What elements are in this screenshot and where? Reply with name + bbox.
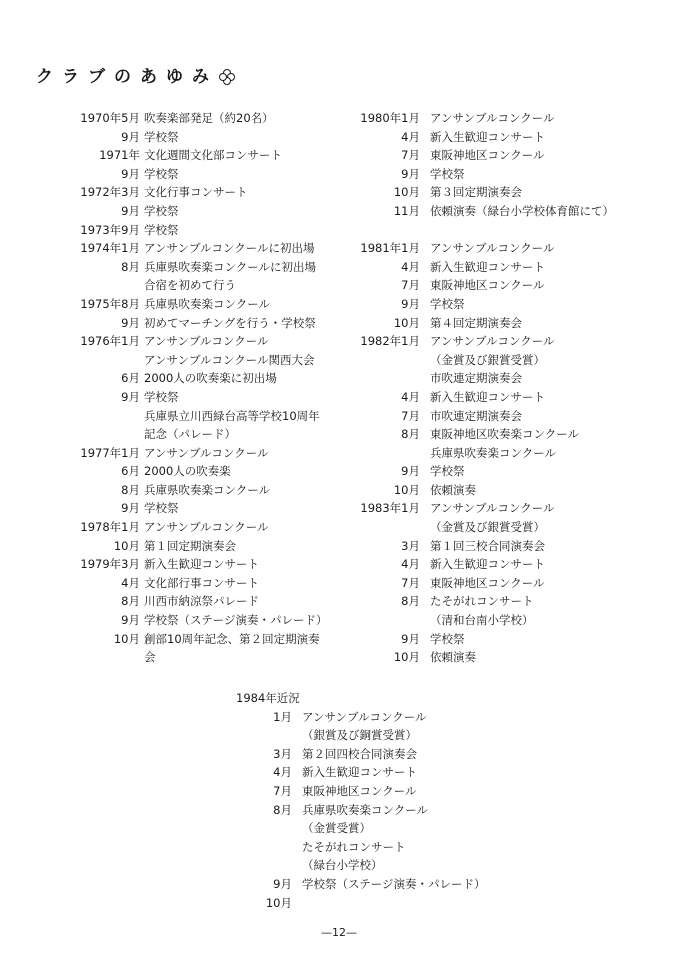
timeline-row — [64, 239, 354, 258]
timeline-date: 8月 — [401, 594, 420, 609]
timeline-date: 1981年1月 — [360, 241, 420, 256]
timeline-row — [354, 462, 654, 481]
timeline-event: 学校祭 — [430, 464, 465, 479]
timeline-date: 8月 — [401, 427, 420, 442]
timeline-event: 学校祭 — [430, 296, 465, 311]
timeline-row — [354, 221, 654, 240]
timeline-row — [354, 555, 654, 574]
timeline-row — [354, 481, 654, 500]
timeline-event: 依頼演奏 — [430, 482, 476, 497]
timeline-row — [354, 592, 654, 611]
timeline-date: 9月 — [121, 166, 140, 181]
timeline-date: 11月 — [393, 203, 420, 218]
timeline-row — [354, 276, 654, 295]
timeline-date: 1977年1月 — [80, 445, 140, 460]
recent-list — [236, 708, 536, 913]
timeline-event: 学校祭 — [430, 166, 465, 181]
timeline-row — [64, 630, 354, 649]
timeline-event: 兵庫県吹奏楽コンクール — [430, 445, 557, 460]
timeline-row — [354, 648, 654, 667]
timeline-row — [236, 875, 536, 894]
timeline-date: 1975年8月 — [80, 296, 140, 311]
timeline-date: 1973年9月 — [80, 222, 140, 237]
timeline-date: 4月 — [121, 575, 140, 590]
timeline-row — [236, 763, 536, 782]
timeline-event: 第１回三校合同演奏会 — [430, 538, 545, 553]
timeline-event: 東阪神地区コンクール — [302, 783, 417, 798]
timeline-event: アンサンブルコンクール関西大会 — [144, 352, 315, 367]
timeline-event: 文化週間文化部コンサート — [144, 148, 282, 163]
timeline-event: （銀賞及び銅賞受賞） — [302, 728, 417, 743]
timeline-row — [354, 258, 654, 277]
timeline-event: 学校祭 — [144, 129, 179, 144]
timeline-row — [64, 444, 354, 463]
timeline-date — [354, 518, 430, 537]
timeline-event: 東阪神地区コンクール — [430, 148, 545, 163]
timeline-date: 7月 — [401, 278, 420, 293]
timeline-row — [64, 555, 354, 574]
timeline-date — [246, 838, 302, 857]
timeline-row — [64, 481, 354, 500]
timeline-event: 文化部行事コンサート — [144, 575, 259, 590]
timeline-row — [64, 574, 354, 593]
timeline-row — [64, 221, 354, 240]
timeline-event: たそがれコンサート — [430, 594, 534, 609]
timeline-row — [236, 726, 536, 745]
timeline-date: 9月 — [121, 203, 140, 218]
timeline-event: 兵庫県吹奏楽コンクール — [144, 296, 271, 311]
timeline-date: 7月 — [401, 575, 420, 590]
timeline-date: 1974年1月 — [80, 241, 140, 256]
timeline-row — [354, 128, 654, 147]
timeline-date: 9月 — [401, 464, 420, 479]
timeline-date: 7月 — [401, 408, 420, 423]
page-number: —12— — [321, 926, 357, 939]
timeline-event: 初めてマーチングを行う・学校祭 — [144, 315, 316, 330]
timeline-row — [236, 819, 536, 838]
timeline-date: 7月 — [401, 148, 420, 163]
timeline-event: アンサンブルコンクール — [430, 241, 555, 256]
timeline-event: 依頼演奏 — [430, 650, 476, 665]
timeline-event: アンサンブルコンクール — [302, 709, 427, 724]
timeline-row — [64, 388, 354, 407]
timeline-date: 1982年1月 — [360, 334, 420, 349]
timeline-row — [64, 258, 354, 277]
timeline-date: 4月 — [401, 259, 420, 274]
timeline-row — [354, 407, 654, 426]
timeline-event: 2000人の吹奏楽 — [144, 464, 231, 479]
timeline-event: 合宿を初めて行う — [144, 278, 236, 293]
timeline-event: 学校祭（ステージ演奏・パレード） — [302, 876, 486, 891]
timeline-row — [64, 462, 354, 481]
timeline-date: 9月 — [401, 296, 420, 311]
timeline-date: 10月 — [265, 895, 292, 910]
timeline-date: 4月 — [401, 389, 420, 404]
timeline-date: 1978年1月 — [80, 520, 140, 535]
timeline-row — [354, 369, 654, 388]
timeline-event: 新入生歓迎コンサート — [430, 557, 545, 572]
timeline-event: （金賞及び銀賞受賞） — [430, 352, 545, 367]
timeline-date: 1979年3月 — [80, 557, 140, 572]
timeline-event — [302, 894, 522, 913]
timeline-date: 1971年 — [99, 148, 140, 163]
timeline-event: 新入生歓迎コンサート — [144, 557, 259, 572]
timeline-row — [64, 109, 354, 128]
timeline-row — [236, 782, 536, 801]
timeline-event: 吹奏楽部発足（約20名） — [144, 111, 274, 125]
timeline-date — [64, 276, 144, 295]
timeline-date: 10月 — [393, 482, 420, 497]
timeline-row — [64, 276, 354, 295]
timeline-row — [354, 332, 654, 351]
timeline-date: 6月 — [121, 371, 140, 386]
timeline-date — [246, 856, 302, 875]
timeline-row — [354, 202, 654, 221]
recent-heading: 1984年近況 — [236, 691, 300, 705]
timeline-event: アンサンブルコンクール — [144, 334, 269, 349]
timeline-date — [64, 425, 144, 444]
timeline-row — [354, 630, 654, 649]
timeline-event: 第１回定期演奏会 — [144, 538, 236, 553]
timeline-event: 市吹連定期演奏会 — [430, 408, 522, 423]
timeline-event: 学校祭 — [144, 501, 179, 516]
timeline-event: 学校祭 — [144, 222, 179, 237]
timeline-date: 10月 — [113, 631, 140, 646]
page-title-text: クラブのあゆみ — [36, 67, 218, 87]
timeline-row — [64, 518, 354, 537]
timeline-event: （金賞及び銀賞受賞） — [430, 520, 545, 535]
timeline-event: 学校祭 — [144, 389, 179, 404]
timeline-date: 1976年1月 — [80, 334, 140, 349]
timeline-row — [64, 648, 354, 667]
timeline-date: 7月 — [273, 783, 292, 798]
timeline-row — [354, 611, 654, 630]
timeline-date: 9月 — [273, 876, 292, 891]
timeline-date: 9月 — [121, 613, 140, 628]
timeline-row — [64, 183, 354, 202]
timeline-left-column — [64, 109, 354, 667]
timeline-row — [236, 894, 536, 913]
timeline-row — [354, 146, 654, 165]
timeline-date: 1980年1月 — [360, 111, 420, 125]
timeline-row — [64, 592, 354, 611]
timeline-event: アンサンブルコンクールに初出場 — [144, 241, 315, 256]
timeline-row — [64, 351, 354, 370]
timeline-date: 9月 — [121, 389, 140, 404]
timeline-date: 9月 — [401, 166, 420, 181]
timeline-date: 10月 — [393, 185, 420, 200]
timeline-event: 文化行事コンサート — [144, 185, 248, 200]
timeline-date: 1970年5月 — [80, 111, 140, 125]
flower-icon — [220, 69, 234, 83]
timeline-row — [354, 537, 654, 556]
timeline-date: 1972年3月 — [80, 185, 140, 200]
timeline-date — [354, 611, 430, 630]
timeline-date: 8月 — [121, 482, 140, 497]
timeline-date: 8月 — [273, 802, 292, 817]
timeline-event: アンサンブルコンクール — [430, 111, 555, 125]
timeline-row — [64, 165, 354, 184]
timeline-date: 3月 — [401, 538, 420, 553]
timeline-event: アンサンブルコンクール — [430, 334, 555, 349]
timeline-date — [246, 726, 302, 745]
timeline-date: 9月 — [121, 129, 140, 144]
timeline-date: 10月 — [393, 650, 420, 665]
timeline-date: 4月 — [401, 129, 420, 144]
timeline-event — [430, 221, 650, 240]
timeline-event: アンサンブルコンクール — [430, 501, 555, 516]
timeline-right-column — [354, 109, 654, 667]
timeline-row — [64, 369, 354, 388]
timeline-row — [354, 425, 654, 444]
timeline-event: 東阪神地区コンクール — [430, 575, 545, 590]
timeline-date — [64, 407, 144, 426]
recent-section — [236, 689, 536, 912]
timeline-event: たそがれコンサート — [302, 839, 406, 854]
timeline-date: 8月 — [121, 259, 140, 274]
timeline-event: 兵庫県立川西緑台高等学校10周年 — [144, 408, 320, 423]
timeline-row — [64, 537, 354, 556]
timeline-date — [354, 369, 430, 388]
timeline-date: 10月 — [113, 538, 140, 553]
timeline-row — [236, 856, 536, 875]
timeline-date: 4月 — [401, 557, 420, 572]
timeline-event: （緑台小学校） — [302, 858, 383, 873]
timeline-event: 第４回定期演奏会 — [430, 315, 522, 330]
timeline-event: 学校祭 — [144, 166, 179, 181]
timeline-row — [64, 295, 354, 314]
timeline-event: 2000人の吹奏楽に初出場 — [144, 371, 277, 386]
timeline-event: 会 — [144, 650, 156, 665]
timeline-row — [354, 444, 654, 463]
timeline-row — [354, 351, 654, 370]
timeline-event: （清和台南小学校） — [430, 613, 534, 628]
timeline-event: 依頼演奏（緑台小学校体育館にて） — [430, 203, 614, 218]
timeline-date: 8月 — [121, 594, 140, 609]
timeline-date: 1983年1月 — [360, 501, 420, 516]
timeline-event: 新入生歓迎コンサート — [430, 259, 545, 274]
timeline-event: 東阪神地区吹奏楽コンクール — [430, 427, 580, 442]
timeline-row — [236, 801, 536, 820]
timeline-date — [354, 221, 430, 240]
timeline-date — [64, 351, 144, 370]
timeline-row — [236, 838, 536, 857]
timeline-event: 兵庫県吹奏楽コンクール — [144, 482, 271, 497]
timeline-row — [64, 314, 354, 333]
timeline-date: 10月 — [393, 315, 420, 330]
timeline-row — [354, 295, 654, 314]
timeline-date: 3月 — [273, 746, 292, 761]
timeline-row — [64, 146, 354, 165]
timeline-event: 創部10周年記念、第２回定期演奏 — [144, 631, 320, 646]
timeline-row — [354, 165, 654, 184]
timeline-row — [354, 109, 654, 128]
timeline-date: 1月 — [273, 709, 292, 724]
timeline-row — [354, 518, 654, 537]
timeline-date: 9月 — [121, 501, 140, 516]
timeline-row — [64, 128, 354, 147]
timeline-event: 市吹連定期演奏会 — [430, 371, 522, 386]
timeline-event: 川西市納涼祭パレード — [144, 594, 259, 609]
timeline-event: 第２回四校合同演奏会 — [302, 746, 417, 761]
timeline-row — [354, 388, 654, 407]
page-title — [36, 62, 234, 87]
timeline-event: 学校祭（ステージ演奏・パレード） — [144, 613, 328, 628]
timeline-row — [64, 202, 354, 221]
timeline-event: 新入生歓迎コンサート — [302, 765, 417, 780]
timeline-event: 学校祭 — [430, 631, 465, 646]
timeline-date: 9月 — [401, 631, 420, 646]
timeline-event: 記念（パレード） — [144, 427, 236, 442]
timeline-date — [354, 444, 430, 463]
timeline-row — [236, 708, 536, 727]
timeline-row — [354, 574, 654, 593]
timeline-event: 学校祭 — [144, 203, 179, 218]
timeline-row — [354, 239, 654, 258]
timeline-event: 兵庫県吹奏楽コンクールに初出場 — [144, 259, 317, 274]
timeline-event: 新入生歓迎コンサート — [430, 129, 545, 144]
timeline-row — [64, 407, 354, 426]
timeline-row — [236, 745, 536, 764]
timeline-event: 兵庫県吹奏楽コンクール — [302, 802, 429, 817]
timeline-date: 6月 — [121, 464, 140, 479]
timeline-date: 4月 — [273, 765, 292, 780]
timeline-row — [354, 314, 654, 333]
timeline-event: アンサンブルコンクール — [144, 520, 269, 535]
timeline-event: 東阪神地区コンクール — [430, 278, 545, 293]
timeline-row — [64, 611, 354, 630]
timeline-row — [354, 183, 654, 202]
timeline-event: 新入生歓迎コンサート — [430, 389, 545, 404]
timeline-event: アンサンブルコンクール — [144, 445, 269, 460]
timeline-date — [354, 351, 430, 370]
timeline-row — [64, 332, 354, 351]
timeline-date — [64, 648, 144, 667]
timeline-event: （金賞受賞） — [302, 821, 371, 836]
timeline-date: 9月 — [121, 315, 140, 330]
timeline-event: 第３回定期演奏会 — [430, 185, 522, 200]
timeline-row — [64, 425, 354, 444]
timeline-date — [246, 819, 302, 838]
timeline-row — [64, 499, 354, 518]
timeline-row — [354, 499, 654, 518]
